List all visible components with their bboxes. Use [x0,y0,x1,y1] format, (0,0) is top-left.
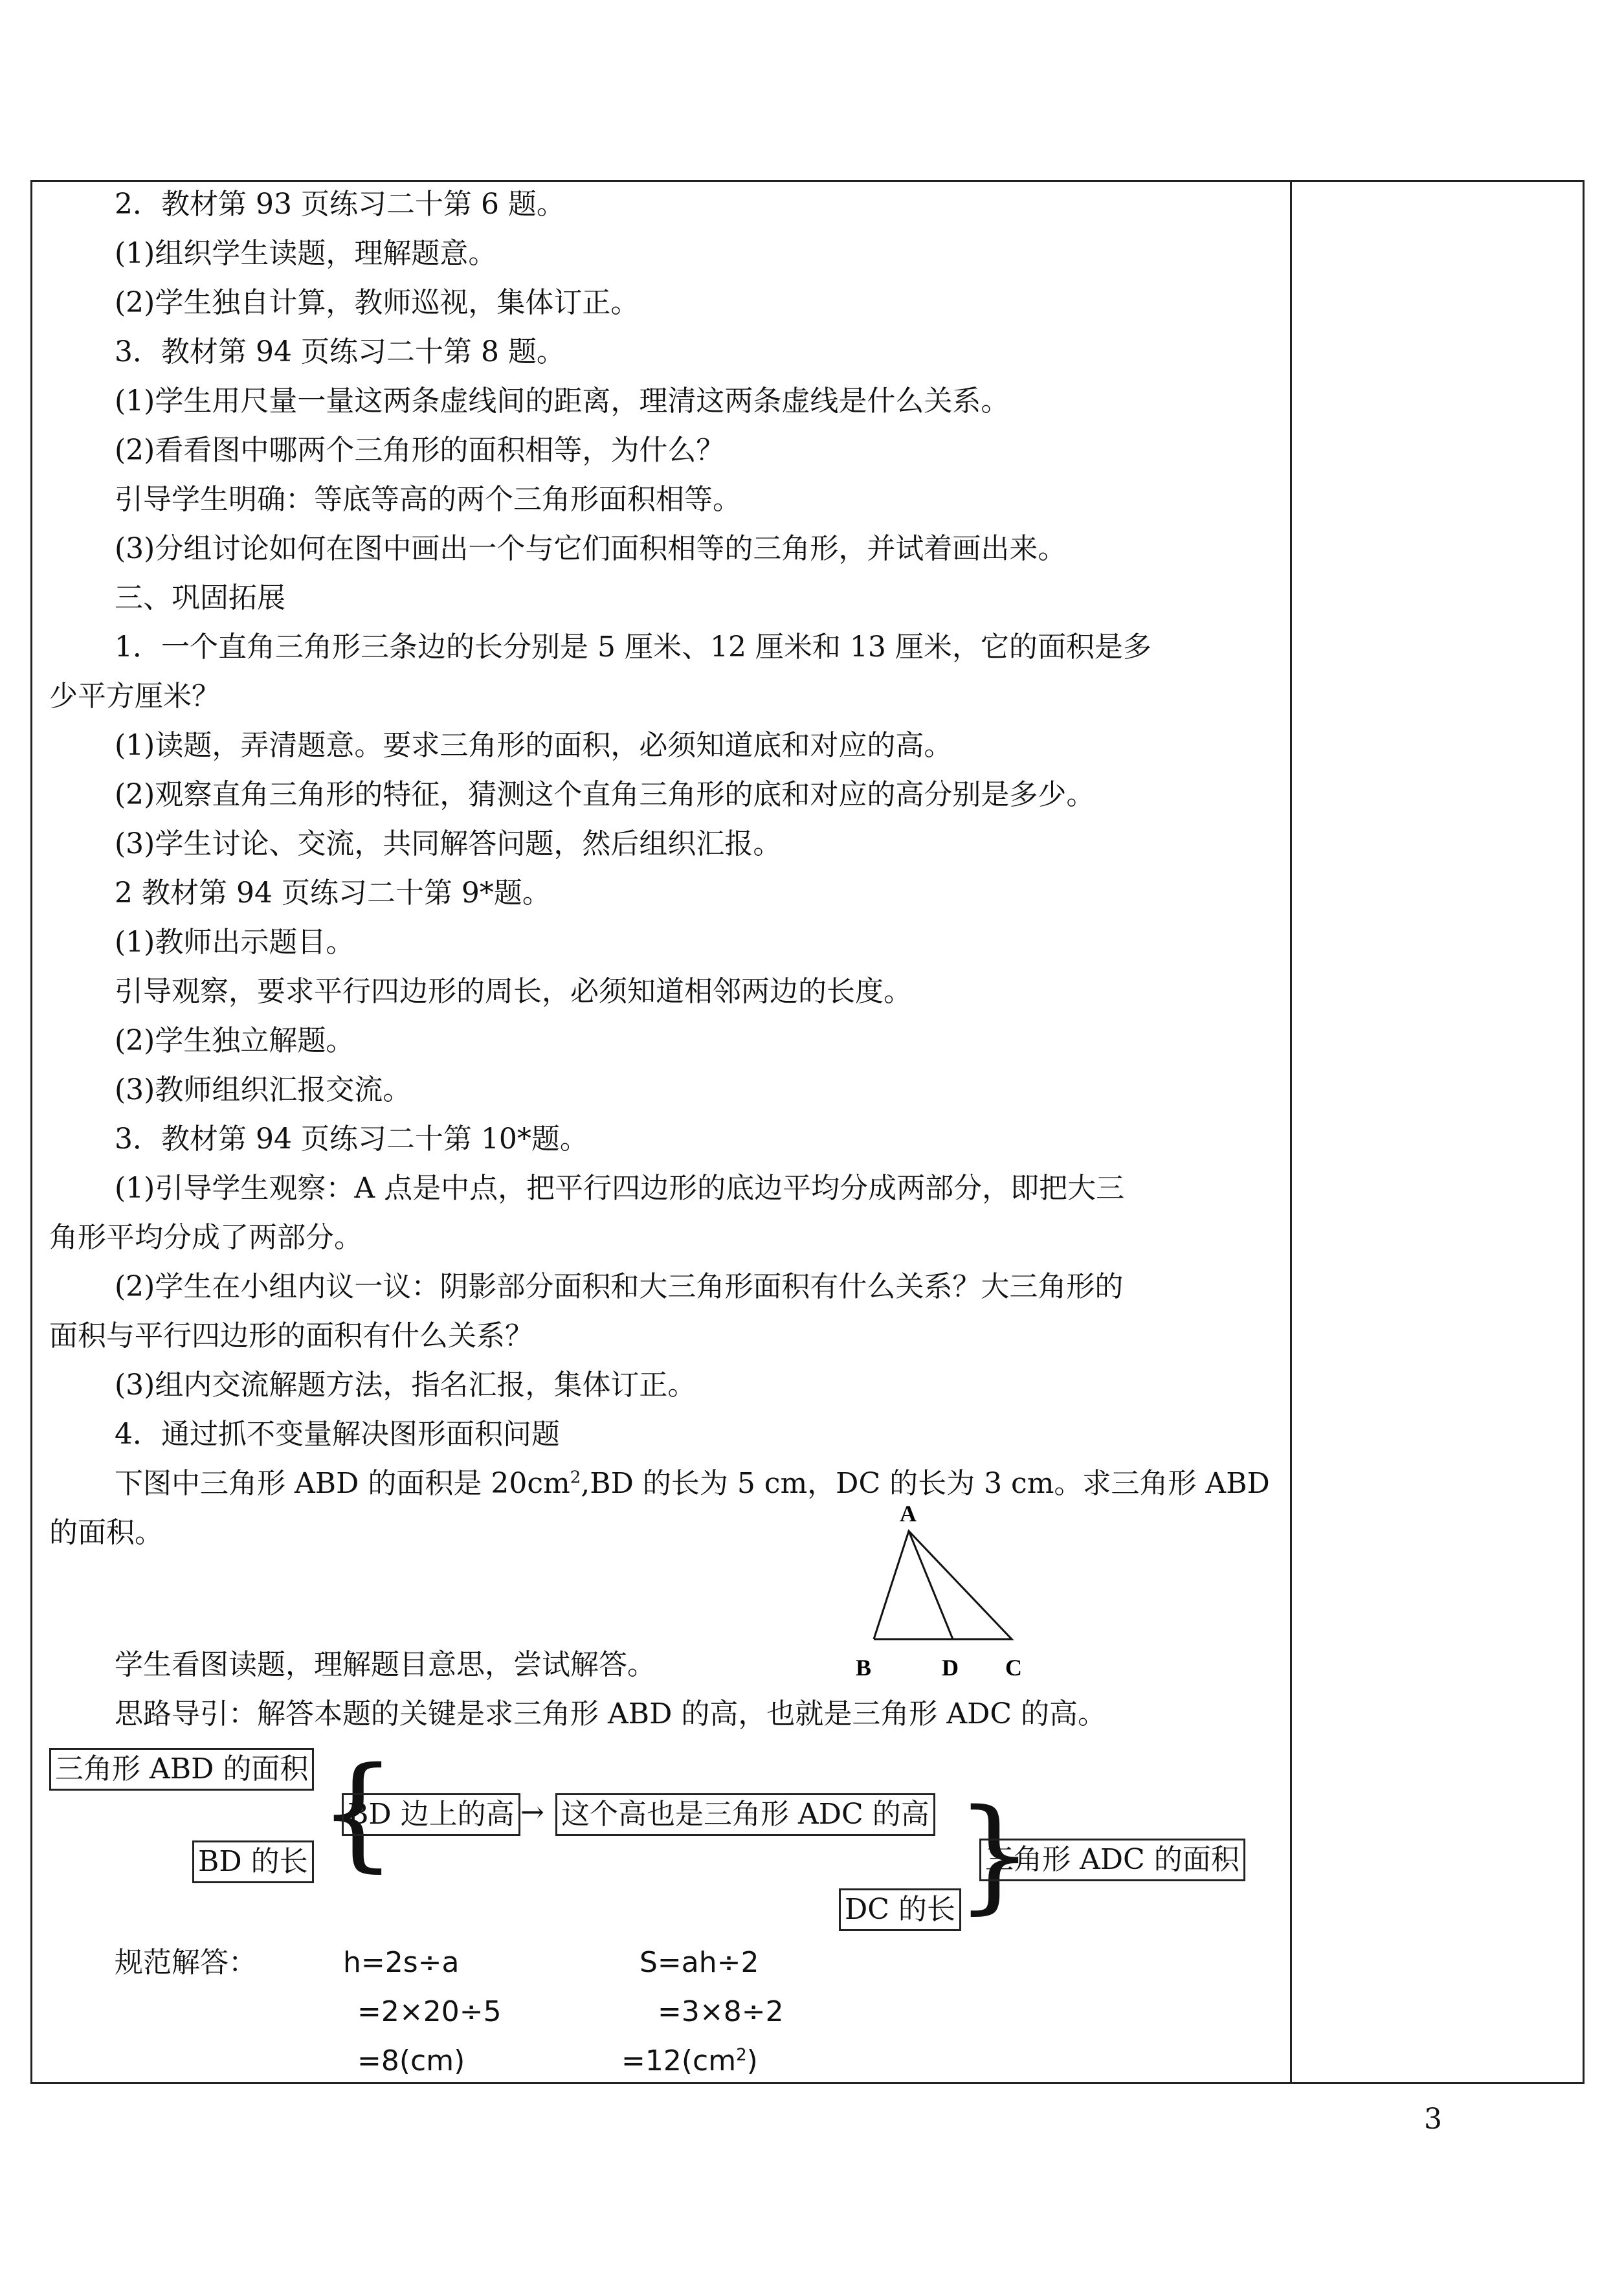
text-line: (2)学生独自计算，教师巡视，集体订正。 [115,286,640,319]
text-line: (2)看看图中哪两个三角形的面积相等，为什么？ [115,434,725,467]
calc-result-area-close: ) [746,2044,758,2077]
text-line: 面积与平行四边形的面积有什么关系？ [49,1319,533,1352]
problem-text-a: 下图中三角形 ABD 的面积是 20cm [115,1467,570,1500]
text-line: 的面积。 [49,1516,163,1549]
text-line: 4．通过抓不变量解决图形面积问题 [115,1418,560,1451]
segment-ad [909,1531,953,1639]
text-line: (1)引导学生观察：A 点是中点，把平行四边形的底边平均分成两部分，即把大三 [115,1172,1125,1205]
problem-line [115,1466,1270,1502]
text-line: (3)分组讨论如何在图中画出一个与它们面积相等的三角形，并试着画出来。 [115,532,1067,565]
flow-box-bd-length: BD 的长 [192,1840,314,1883]
calc-result-height: =8(cm) [357,2044,465,2077]
calc-result-area [621,2043,758,2079]
flow-box-dc-length: DC 的长 [839,1888,961,1931]
flow-box-bd-height: BD 边上的高 [342,1793,520,1836]
text-line: (3)学生讨论、交流，共同解答问题，然后组织汇报。 [115,827,782,860]
vertex-label-d: D [942,1655,959,1681]
text-line: 3．教材第 94 页练习二十第 10*题。 [115,1123,588,1156]
text-line: 角形平均分成了两部分。 [49,1221,362,1254]
text-line: 2．教材第 93 页练习二十第 6 题。 [115,188,565,221]
table-divider [1290,180,1292,2084]
solution-label: 规范解答： [115,1946,257,1979]
vertex-label-c: C [1005,1655,1022,1681]
text-line: 1．一个直角三角形三条边的长分别是 5 厘米、12 厘米和 13 厘米，它的面积是多 [115,631,1151,664]
flow-box-area-adc: 三角形 ADC 的面积 [979,1839,1245,1881]
text-line: 学生看图读题，理解题目意思，尝试解答。 [115,1648,656,1681]
section-heading: 三、巩固拓展 [115,581,285,614]
triangle-diagram [841,1502,1036,1709]
text-line: 2 教材第 94 页练习二十第 9*题。 [115,877,551,910]
page-number: 3 [1424,2103,1442,2136]
text-line: (1)学生用尺量一量这两条虚线间的距离，理清这两条虚线是什么关系。 [115,385,1010,418]
text-line: (3)教师组织汇报交流。 [115,1073,412,1106]
text-line: (1)组织学生读题，理解题意。 [115,237,497,270]
arrow-icon: → [520,1796,544,1829]
flow-box-area-abd: 三角形 ABD 的面积 [49,1748,314,1791]
text-line: 引导学生明确：等底等高的两个三角形面积相等。 [115,483,741,516]
superscript: 2 [736,2045,747,2065]
vertex-label-b: B [856,1655,872,1681]
text-line: 引导观察，要求平行四边形的周长，必须知道相邻两边的长度。 [115,975,912,1008]
superscript: 2 [570,1468,581,1488]
formula-area: S=ah÷2 [640,1946,759,1979]
calc-step-1a: =2×20÷5 [357,1995,502,2028]
text-line: 思路导引：解答本题的关键是求三角形 ABD 的高，也就是三角形 ADC 的高。 [115,1697,1107,1730]
calc-result-area-value: =12(cm [621,2044,737,2077]
text-line: (2)观察直角三角形的特征，猜测这个直角三角形的底和对应的高分别是多少。 [115,778,1095,811]
left-brace: { [318,1741,397,1884]
formula-height: h=2s÷a [343,1946,460,1979]
text-line: (3)组内交流解题方法，指名汇报，集体订正。 [115,1369,696,1402]
text-line: 少平方厘米？ [49,680,220,713]
vertex-label-a: A [900,1502,917,1527]
text-line: (1)读题，弄清题意。要求三角形的面积，必须知道底和对应的高。 [115,729,953,762]
text-line: (2)学生在小组内议一议：阴影部分面积和大三角形面积有什么关系？大三角形的 [115,1270,1124,1303]
text-line: (1)教师出示题目。 [115,926,355,959]
text-line: 3．教材第 94 页练习二十第 8 题。 [115,335,565,368]
calc-step-1b: =3×8÷2 [658,1995,784,2028]
text-line: (2)学生独立解题。 [115,1024,355,1057]
triangle-outline [874,1531,1012,1639]
problem-text-b: ,BD 的长为 5 cm，DC 的长为 3 cm。求三角形 ABD [581,1467,1270,1500]
flow-box-same-height: 这个高也是三角形 ADC 的高 [555,1793,935,1836]
right-brace: } [955,1783,1034,1926]
